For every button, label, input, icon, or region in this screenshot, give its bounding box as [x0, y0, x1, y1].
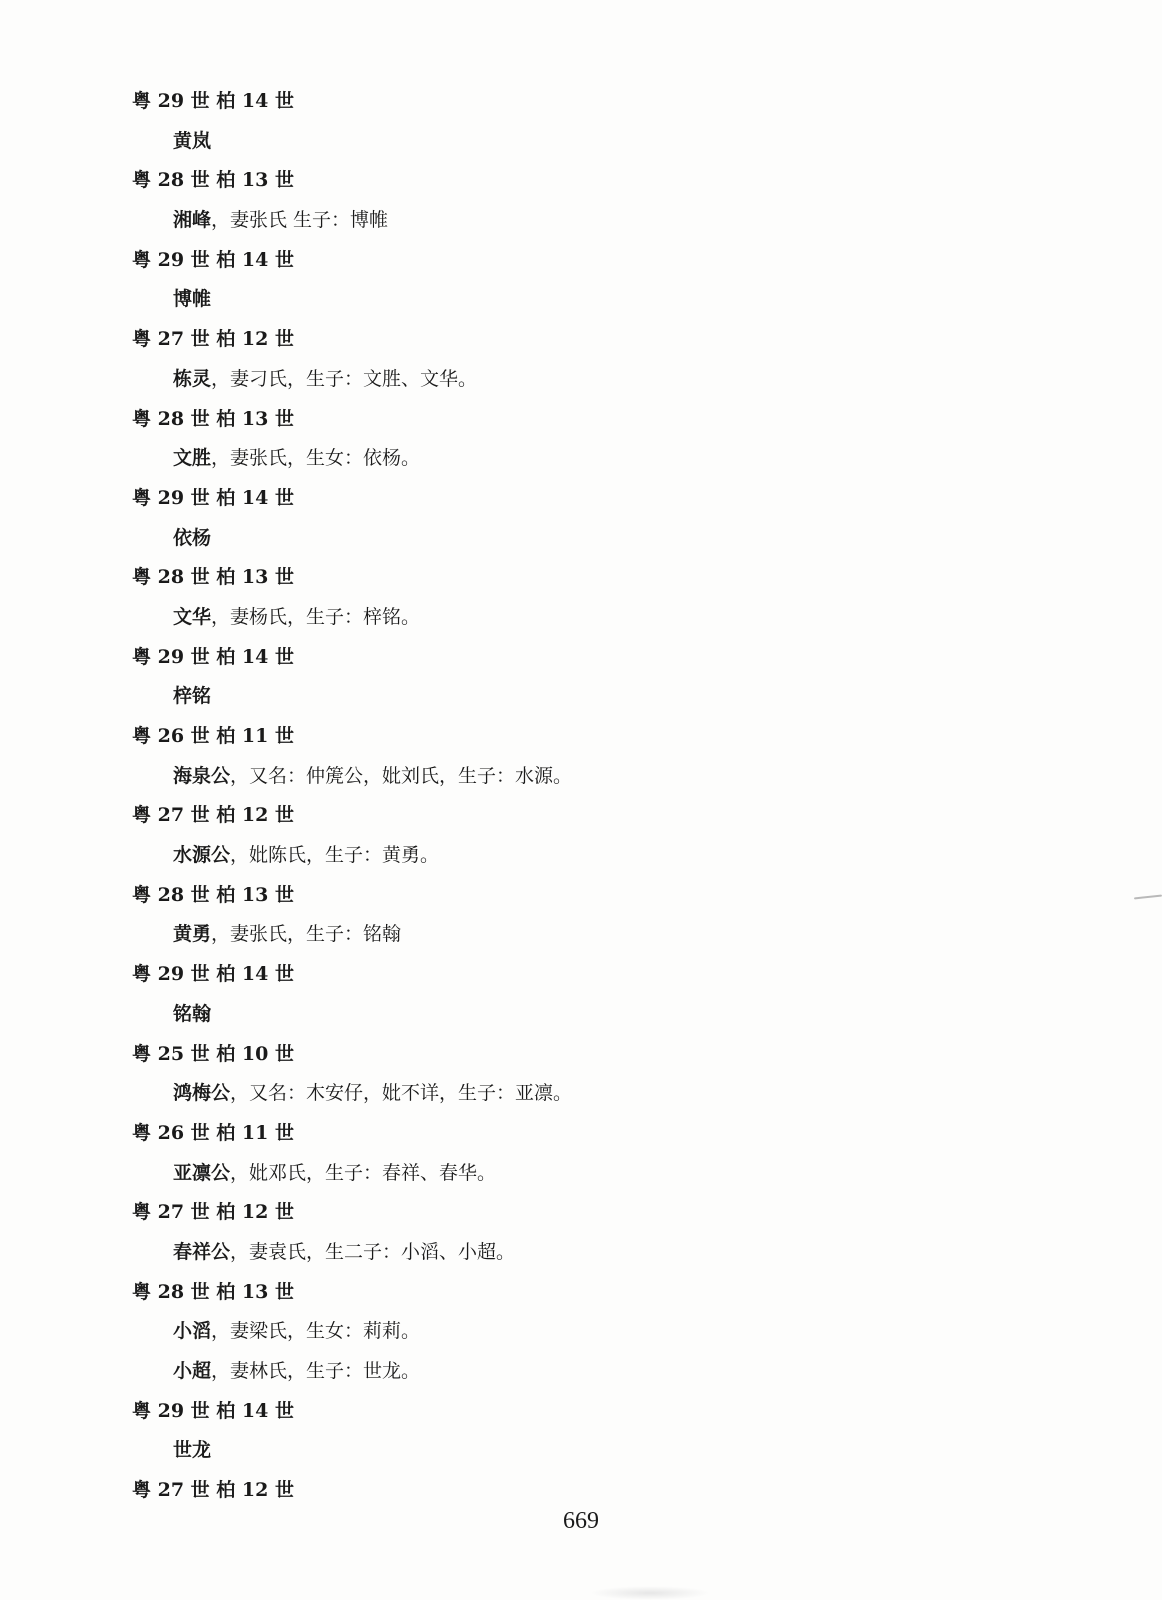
person-name: 海泉公 — [173, 764, 231, 787]
person-detail: ，妣邓氏，生子：春祥、春华。 — [230, 1161, 497, 1184]
person-entry — [0, 757, 1162, 797]
person-name: 亚凛公 — [173, 1161, 231, 1184]
person-detail: ，妻刁氏，生子：文胜、文华。 — [211, 367, 478, 390]
person-name: 湘峰 — [173, 209, 212, 232]
person-name: 黄岚 — [173, 129, 212, 152]
person-detail: ，妻梁氏，生女：莉莉。 — [211, 1320, 421, 1343]
person-entry — [0, 280, 1162, 320]
person-name: 文华 — [173, 605, 212, 628]
person-name: 文胜 — [173, 447, 212, 470]
person-entry — [0, 1233, 1162, 1273]
generation-heading — [0, 717, 1162, 757]
person-entry — [0, 1431, 1162, 1471]
generation-heading — [0, 1193, 1162, 1233]
generation-heading — [0, 241, 1162, 281]
generation-heading — [0, 1273, 1162, 1313]
person-entry — [0, 1074, 1162, 1114]
person-entry — [0, 360, 1162, 400]
generation-heading-text: 粤 28 世 柏 13 世 — [132, 169, 294, 192]
generation-heading-text: 粤 28 世 柏 13 世 — [132, 1280, 294, 1303]
person-detail: ，妻林氏，生子：世龙。 — [211, 1360, 421, 1382]
person-detail: ，妻袁氏，生二子：小滔、小超。 — [230, 1240, 516, 1263]
person-entry — [0, 1352, 1162, 1392]
generation-heading-text: 粤 25 世 柏 10 世 — [132, 1042, 294, 1065]
person-entry — [0, 1312, 1162, 1352]
generation-heading-text: 粤 29 世 柏 14 世 — [132, 486, 294, 509]
generation-heading-text: 粤 27 世 柏 12 世 — [132, 328, 294, 351]
person-entry — [0, 995, 1162, 1035]
person-name: 小滔 — [173, 1320, 212, 1343]
generation-heading — [0, 796, 1162, 836]
generation-heading — [0, 479, 1162, 519]
generation-heading-text: 粤 27 世 柏 12 世 — [132, 1201, 294, 1224]
generation-heading — [0, 1035, 1162, 1075]
person-name: 春祥公 — [173, 1240, 231, 1263]
person-detail: ，又名：仲箎公，妣刘氏，生子：水源。 — [230, 764, 573, 787]
person-detail: ，妣陈氏，生子：黄勇。 — [230, 844, 440, 867]
person-name: 黄勇 — [173, 923, 212, 946]
generation-heading-text: 粤 27 世 柏 12 世 — [132, 804, 294, 827]
person-entry — [0, 598, 1162, 638]
generation-heading — [0, 82, 1162, 122]
generation-heading — [0, 955, 1162, 995]
person-name: 栋灵 — [173, 367, 212, 390]
person-entry — [0, 122, 1162, 162]
person-name: 水源公 — [173, 844, 231, 867]
generation-heading-text: 粤 28 世 柏 13 世 — [132, 407, 294, 430]
generation-heading-text: 粤 29 世 柏 14 世 — [132, 963, 294, 986]
generation-heading-text: 粤 29 世 柏 14 世 — [132, 645, 294, 668]
person-entry — [0, 519, 1162, 559]
person-detail: ，又名：木安仔，妣不详，生子：亚凛。 — [230, 1082, 573, 1105]
generation-heading — [0, 876, 1162, 916]
person-entry — [0, 836, 1162, 876]
person-detail: ，妻张氏 生子：博帷 — [211, 209, 389, 232]
generation-heading — [0, 1392, 1162, 1432]
person-name: 世龙 — [173, 1439, 212, 1462]
scan-artifact-smudge — [590, 1586, 710, 1600]
generation-heading — [0, 1114, 1162, 1154]
person-name: 小超 — [173, 1360, 212, 1382]
person-entry — [0, 1154, 1162, 1194]
generation-heading-text: 粤 27 世 柏 12 世 — [132, 1479, 294, 1502]
person-detail: ，妻张氏，生子：铭翰 — [211, 923, 402, 946]
generation-heading — [0, 638, 1162, 678]
person-entry — [0, 915, 1162, 955]
generation-heading — [0, 320, 1162, 360]
generation-heading-text: 粤 26 世 柏 11 世 — [132, 1121, 294, 1144]
generation-heading-text: 粤 28 世 柏 13 世 — [132, 883, 294, 906]
person-entry — [0, 201, 1162, 241]
generation-heading-text: 粤 29 世 柏 14 世 — [132, 248, 294, 271]
generation-heading — [0, 1471, 1162, 1511]
genealogy-entries — [0, 82, 1162, 1511]
person-name: 铭翰 — [173, 1002, 212, 1025]
generation-heading-text: 粤 26 世 柏 11 世 — [132, 725, 294, 747]
person-name: 梓铭 — [173, 685, 212, 708]
person-name: 依杨 — [173, 526, 212, 549]
person-entry — [0, 677, 1162, 717]
generation-heading — [0, 161, 1162, 201]
person-name: 博帷 — [173, 288, 212, 311]
person-detail: ，妻杨氏，生子：梓铭。 — [211, 605, 421, 628]
generation-heading-text: 粤 28 世 柏 13 世 — [132, 566, 294, 589]
person-detail: ，妻张氏，生女：依杨。 — [211, 447, 421, 470]
generation-heading-text: 粤 29 世 柏 14 世 — [132, 1399, 294, 1422]
person-name: 鸿梅公 — [173, 1082, 231, 1105]
generation-heading-text: 粤 29 世 柏 14 世 — [132, 90, 294, 112]
page-number: 669 — [563, 1508, 599, 1534]
generation-heading — [0, 558, 1162, 598]
generation-heading — [0, 400, 1162, 440]
person-entry — [0, 439, 1162, 479]
